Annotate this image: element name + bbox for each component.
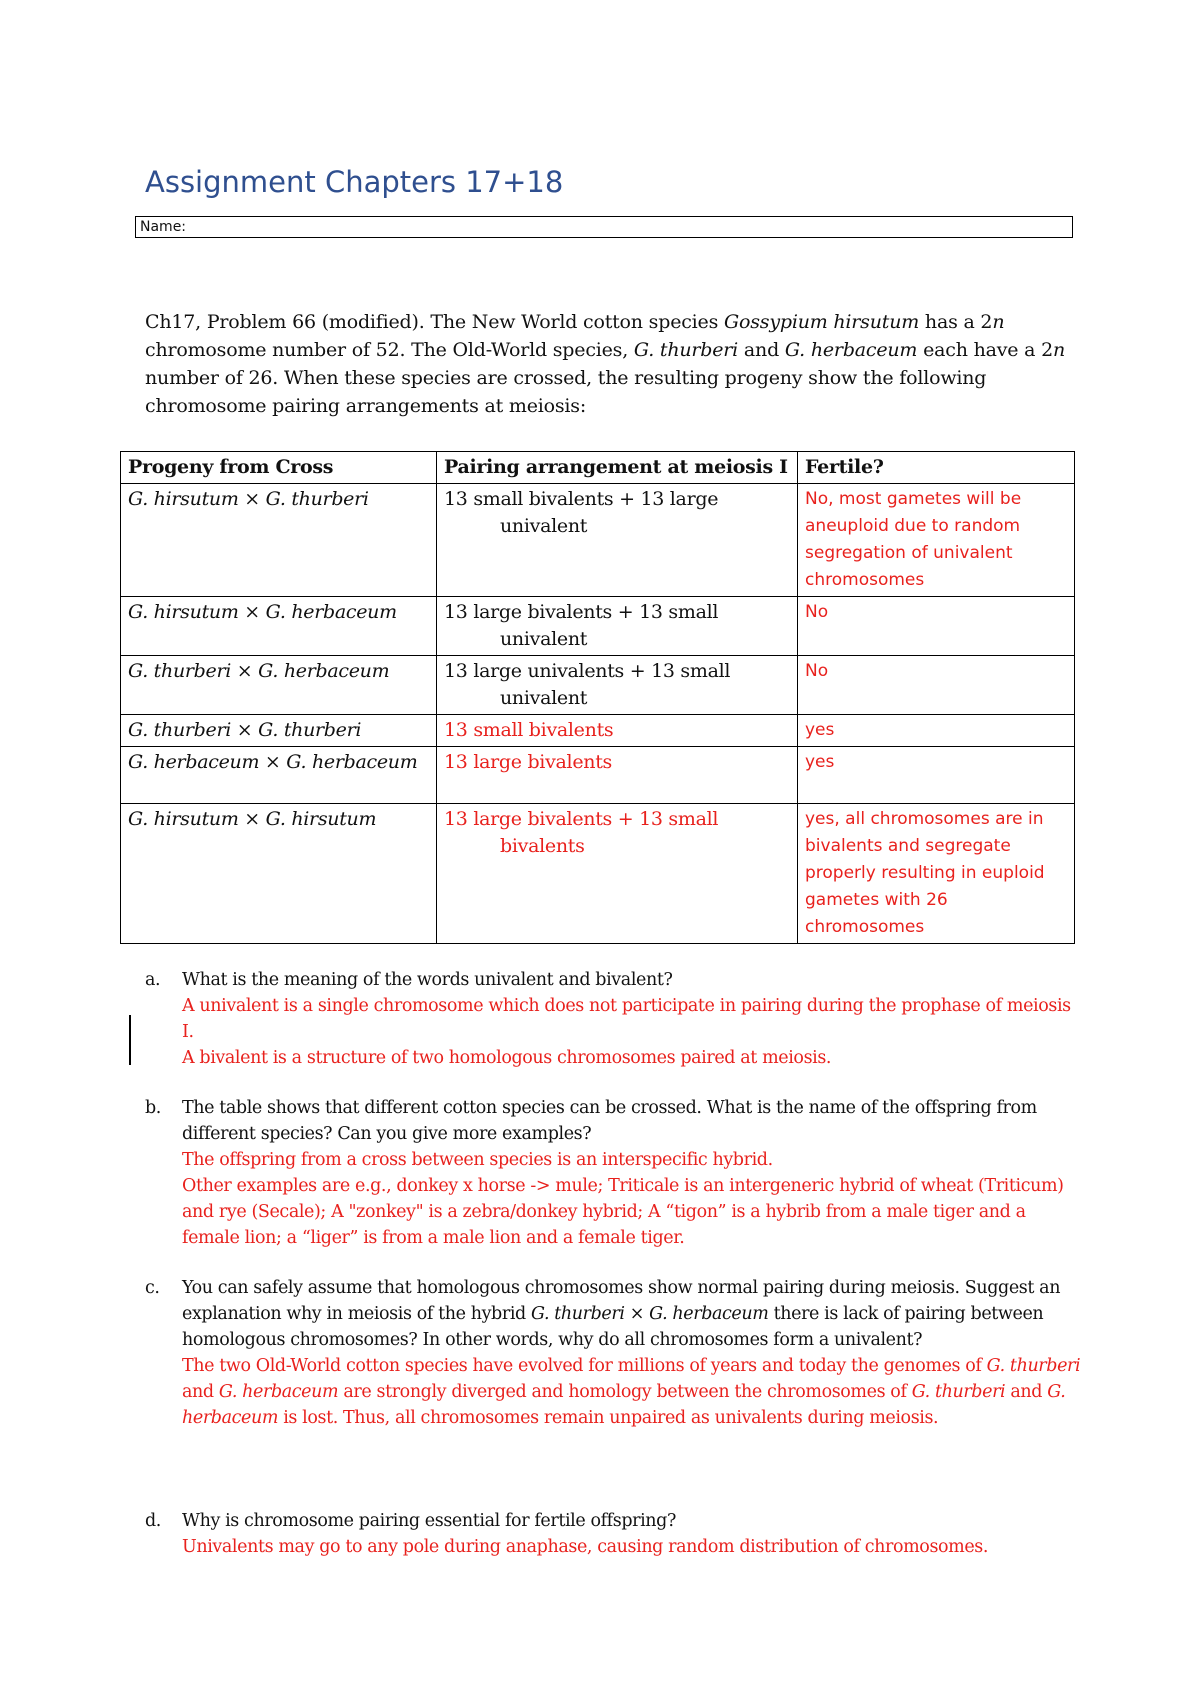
cross-cell: G. hirsutum × G. thurberi [121, 484, 437, 597]
text-cursor [129, 1015, 131, 1065]
header-progeny: Progeny from Cross [121, 452, 437, 484]
question-text: Why is chromosome pairing essential for fertile offspring? [182, 1511, 676, 1531]
question-text: What is the meaning of the words univalent and bivalent? [182, 970, 673, 990]
fertile-cell: No, most gametes will be aneuploid due to random segregation of univalent chromosomes [798, 484, 1075, 597]
answer-text: Univalents may go to any pole during anaphase, causing random distribution of chromosomes. [182, 1537, 989, 1557]
pairing-cell: 13 large bivalents [437, 747, 798, 804]
table-row [121, 597, 1075, 656]
fertile-cell: yes [798, 715, 1075, 747]
fertile-cell: No [798, 597, 1075, 656]
pairing-cell: 13 small bivalents + 13 large univalent [437, 484, 798, 597]
table-row [121, 715, 1075, 747]
pairing-cell: 13 large univalents + 13 small univalent [437, 656, 798, 715]
name-label: Name: [140, 219, 187, 235]
question-text: The table shows that different cotton species can be crossed. What is the name of the offspring from different species? Can you give more examples? [182, 1098, 1037, 1144]
question-b [143, 1095, 1083, 1251]
question-label: a. [145, 970, 161, 990]
table-row [121, 747, 1075, 804]
question-text: You can safely assume that homologous chromosomes show normal pairing during meiosis. Suggest an explanation why in meiosis of the hybrid G. thurberi × G. herbaceum there is lack of pairing between homologous chromosomes? In other words, why do all chromosomes form a univalent? [182, 1278, 1061, 1350]
header-pairing: Pairing arrangement at meiosis I [437, 452, 798, 484]
progeny-table [120, 451, 1075, 944]
question-d [143, 1508, 1083, 1560]
pairing-cell: 13 large bivalents + 13 small bivalents [437, 804, 798, 944]
pairing-cell: 13 large bivalents + 13 small univalent [437, 597, 798, 656]
table-row [121, 804, 1075, 944]
answer-text: The offspring from a cross between species is an interspecific hybrid. [182, 1150, 773, 1170]
question-label: d. [145, 1511, 161, 1531]
question-c [143, 1275, 1083, 1431]
problem-intro: Ch17, Problem 66 (modified). The New World cotton species Gossypium hirsutum has a 2n chromosome number of 52. The Old-World species, G. thurberi and G. herbaceum each have a 2n number of 26. When these species are crossed, the resulting progeny show the following chromosome pairing arrangements at meiosis: [145, 311, 1066, 417]
table-header-row [121, 452, 1075, 484]
cross-cell: G. hirsutum × G. herbaceum [121, 597, 437, 656]
fertile-cell: No [798, 656, 1075, 715]
answer-text: A univalent is a single chromosome which does not participate in pairing during the prophase of meiosis I. [182, 996, 1071, 1042]
page-title: Assignment Chapters 17+18 [145, 165, 564, 199]
question-label: c. [145, 1278, 160, 1298]
table-row [121, 484, 1075, 597]
cross-cell: G. thurberi × G. herbaceum [121, 656, 437, 715]
question-a [143, 967, 1083, 1071]
answer-text: Other examples are e.g., donkey x horse -> mule; Triticale is an intergeneric hybrid of wheat (Triticum) and rye (Secale); A "zonkey" is a zebra/donkey hybrid; A “tigon” is a hybrib from a male tiger and a female lion; a “liger” is from a male lion and a female tiger. [182, 1176, 1064, 1248]
question-label: b. [145, 1098, 161, 1118]
pairing-cell: 13 small bivalents [437, 715, 798, 747]
fertile-cell: yes, all chromosomes are in bivalents and segregate properly resulting in euploid gametes with 26 chromosomes [798, 804, 1075, 944]
table-row [121, 656, 1075, 715]
name-field[interactable] [135, 216, 1073, 238]
fertile-cell: yes [798, 747, 1075, 804]
cross-cell: G. herbaceum × G. herbaceum [121, 747, 437, 804]
cross-cell: G. hirsutum × G. hirsutum [121, 804, 437, 944]
header-fertile: Fertile? [798, 452, 1075, 484]
answer-text: A bivalent is a structure of two homologous chromosomes paired at meiosis. [182, 1048, 832, 1068]
cross-cell: G. thurberi × G. thurberi [121, 715, 437, 747]
answer-text: The two Old-World cotton species have evolved for millions of years and today the genomes of G. thurberi and G. herbaceum are strongly diverged and homology between the chromosomes of G. thurberi and G. herbaceum is lost. Thus, all chromosomes remain unpaired as univalents during meiosis. [182, 1356, 1081, 1428]
